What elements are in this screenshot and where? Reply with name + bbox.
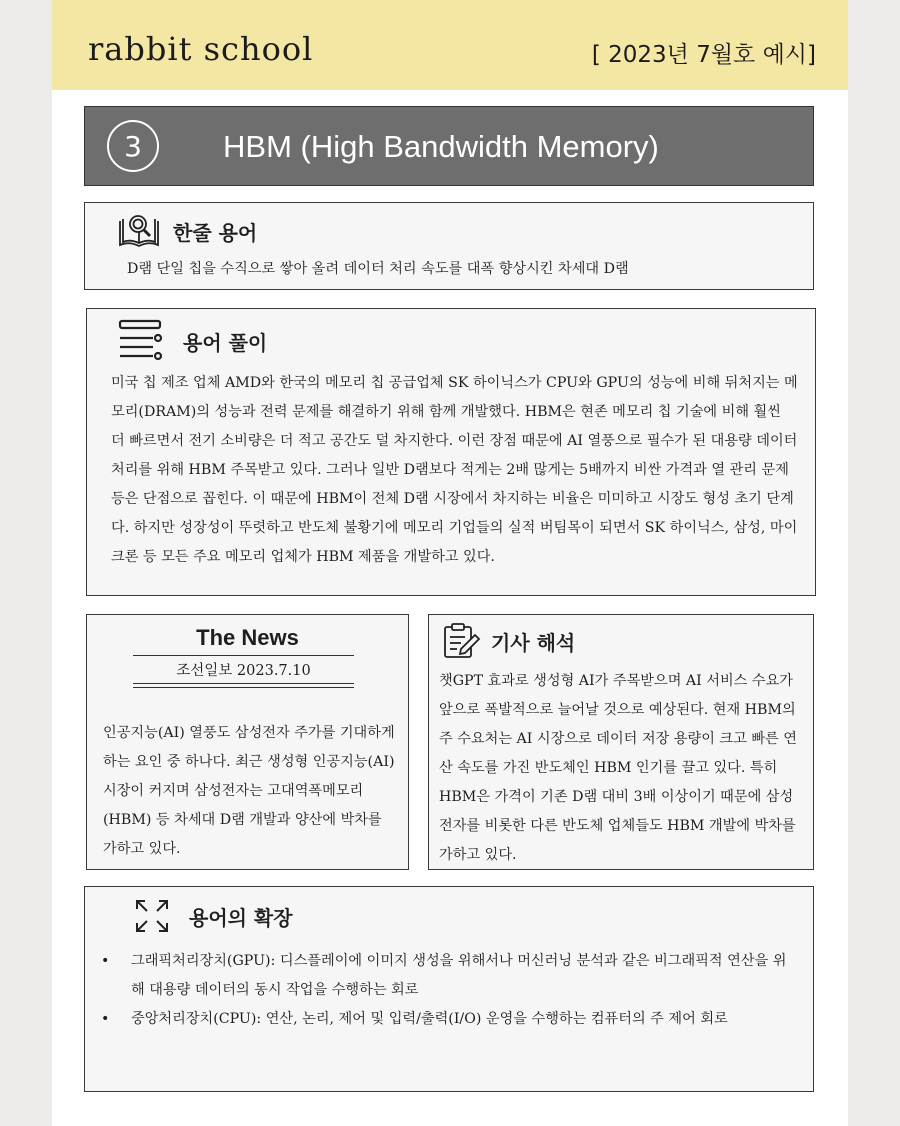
analysis-heading: 기사 해석 xyxy=(491,630,576,655)
news-divider xyxy=(133,683,354,684)
explain-heading-row xyxy=(117,317,267,365)
news-text: 인공지능(AI) 열풍도 삼성전자 주가를 기대하게 하는 요인 중 하나다. 최근 생성형 인공지능(AI) 시장이 커지며 삼성전자는 고대역폭메모리(HBM) 등 차세대 D램 개발과 양산에 박차를 가하고 있다. xyxy=(103,725,395,857)
issue-label: [ 2023년 7월호 예시] xyxy=(591,42,816,68)
extend-heading: 용어의 확장 xyxy=(189,905,293,930)
list-item: • 중앙처리장치(CPU): 연산, 논리, 제어 및 입력/출력(I/O) 운영을 수행하는 컴퓨터의 주 제어 회로 xyxy=(101,1005,799,1034)
expand-arrows-icon xyxy=(133,897,171,935)
clipboard-pen-icon xyxy=(441,621,481,661)
news-source: 조선일보 2023.7.10 xyxy=(176,663,311,679)
news-box xyxy=(86,614,409,870)
explain-heading: 용어 풀이 xyxy=(183,330,268,355)
news-title: The News xyxy=(196,625,299,650)
oneline-term-box xyxy=(84,202,814,290)
header-banner xyxy=(52,0,848,90)
news-divider xyxy=(133,655,354,656)
news-divider xyxy=(133,687,354,688)
article-analysis-box xyxy=(428,614,814,870)
analysis-text: 챗GPT 효과로 생성형 AI가 주목받으며 AI 서비스 수요가 앞으로 폭발적으로 늘어날 것으로 예상된다. 현재 HBM의 주 수요처는 AI 시장으로 데이터 저장 용량이 크고 빠른 연산 속도를 가진 반도체인 HBM 인기를 끌고 있다. 특히 HBM은 가격이 기존 D램 대비 3배 이상이기 때문에 삼성전자를 비롯한 다른 반도체 업체들도 HBM 개발에 박차를 가하고 있다. xyxy=(439,673,797,863)
oneline-heading: 한줄 용어 xyxy=(173,220,258,245)
term-extension-box xyxy=(84,886,814,1092)
list-item: • 그래픽처리장치(GPU): 디스플레이에 이미지 생성을 위해서나 머신러닝 분석과 같은 비그래픽적 연산을 위해 대용량 데이터의 동시 작업을 수행하는 회로 xyxy=(101,947,799,1005)
newsletter-page xyxy=(52,0,848,1126)
oneline-text: D램 단일 칩을 수직으로 쌓아 올려 데이터 처리 속도를 대폭 향상시킨 차세대 D램 xyxy=(127,261,629,277)
section-number: 3 xyxy=(107,120,159,172)
section-title: HBM (High Bandwidth Memory) xyxy=(223,129,659,164)
book-magnifier-icon xyxy=(117,211,161,251)
explain-text: 미국 칩 제조 업체 AMD와 한국의 메모리 칩 공급업체 SK 하이닉스가 CPU와 GPU의 성능에 비해 뒤처지는 메모리(DRAM)의 성능과 전력 문제를 해결하기 위해 함께 개발했다. HBM은 현존 메모리 칩 기술에 비해 훨씬 더 빠르면서 전기 소비량은 더 적고 공간도 덜 차지한다. 이런 장점 때문에 AI 열풍으로 필수가 된 대용량 데이터 처리를 위해 HBM 주목받고 있다. 그러나 일반 D램보다 적게는 2배 많게는 5배까지 비싼 가격과 열 관리 문제 등은 단점으로 꼽힌다. 이 때문에 HBM이 전체 D램 시장에서 차지하는 비율은 미미하고 시장도 형성 초기 단계다. 하지만 성장성이 뚜렷하고 반도체 불황기에 메모리 기업들의 실적 버팀목이 되면서 SK 하이닉스, 삼성, 마이크론 등 모든 주요 메모리 업체가 HBM 제품을 개발하고 있다. xyxy=(111,375,798,565)
brand-name: rabbit school xyxy=(88,30,314,68)
oneline-heading-row xyxy=(117,211,257,251)
section-title-bar xyxy=(84,106,814,186)
extension-list xyxy=(101,947,799,1034)
analysis-heading-row xyxy=(441,621,575,661)
extend-heading-row xyxy=(133,897,293,935)
list-icon xyxy=(117,317,165,365)
term-explanation-box xyxy=(86,308,816,596)
